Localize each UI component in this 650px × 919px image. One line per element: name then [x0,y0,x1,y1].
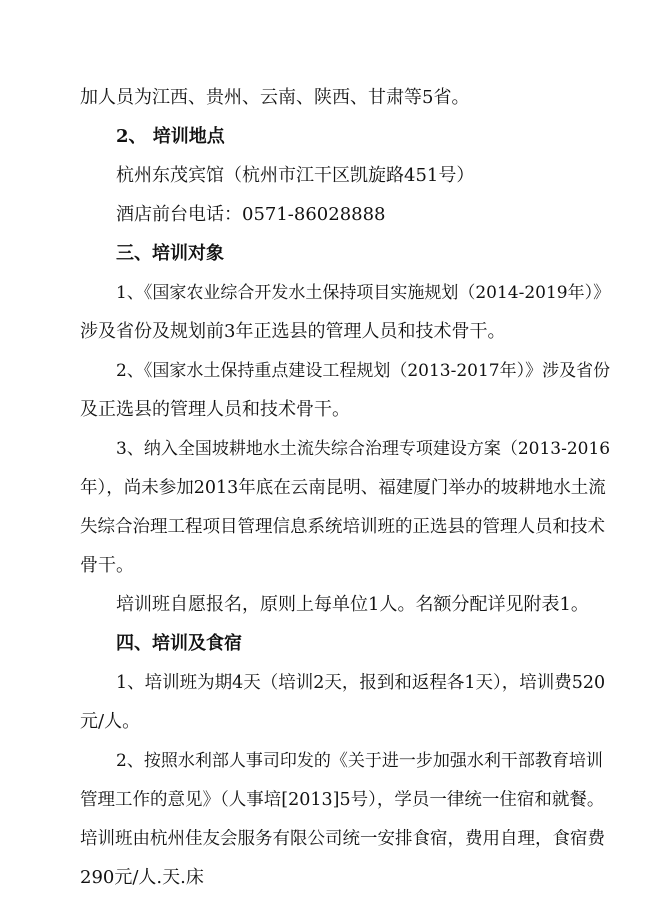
text-line: 失综合治理工程项目管理信息系统培训班的正选县的管理人员和技术 [80,517,605,537]
section-heading: 2、 培训地点 [116,126,225,147]
text-line: 2、按照水利部人事司印发的《关于进一步加强水利干部教育培训 [116,751,603,771]
text-line: 加人员为江西、贵州、云南、陕西、甘肃等5省。 [80,87,470,108]
text-line: 酒店前台电话：0571-86028888 [116,204,386,225]
text-line: 年），尚未参加2013年底在云南昆明、福建厦门举办的坡耕地水土流 [80,478,606,498]
text-line: 杭州东茂宾馆（杭州市江干区凯旋路451号） [116,165,475,186]
text-line: 3、纳入全国坡耕地水土流失综合治理专项建设方案（2013-2016 [116,439,611,459]
text-line: 290元/人.天.床 [80,867,204,888]
text-line: 骨干。 [80,555,134,576]
section-heading: 三、培训对象 [116,243,224,264]
text-line: 培训班自愿报名，原则上每单位1人。名额分配详见附表1。 [116,594,589,615]
text-line: 2、《国家水土保持重点建设工程规划（2013-2017年）》涉及省份 [116,361,611,381]
section-heading: 四、培训及食宿 [116,633,242,654]
text-line: 培训班由杭州佳友会服务有限公司统一安排食宿，费用自理，食宿费 [80,829,605,849]
text-line: 1、《国家农业综合开发水土保持项目实施规划（2014-2019年）》 [116,283,611,303]
text-line: 1、培训班为期4天（培训2天，报到和返程各1天），培训费520 [116,673,606,693]
text-line: 元/人。 [80,711,141,732]
text-line: 及正选县的管理人员和技术骨干。 [80,399,350,420]
text-line: 管理工作的意见》（人事培[2013]5号），学员一律统一住宿和就餐。 [80,790,605,810]
text-line: 涉及省份及规划前3年正选县的管理人员和技术骨干。 [80,321,506,342]
